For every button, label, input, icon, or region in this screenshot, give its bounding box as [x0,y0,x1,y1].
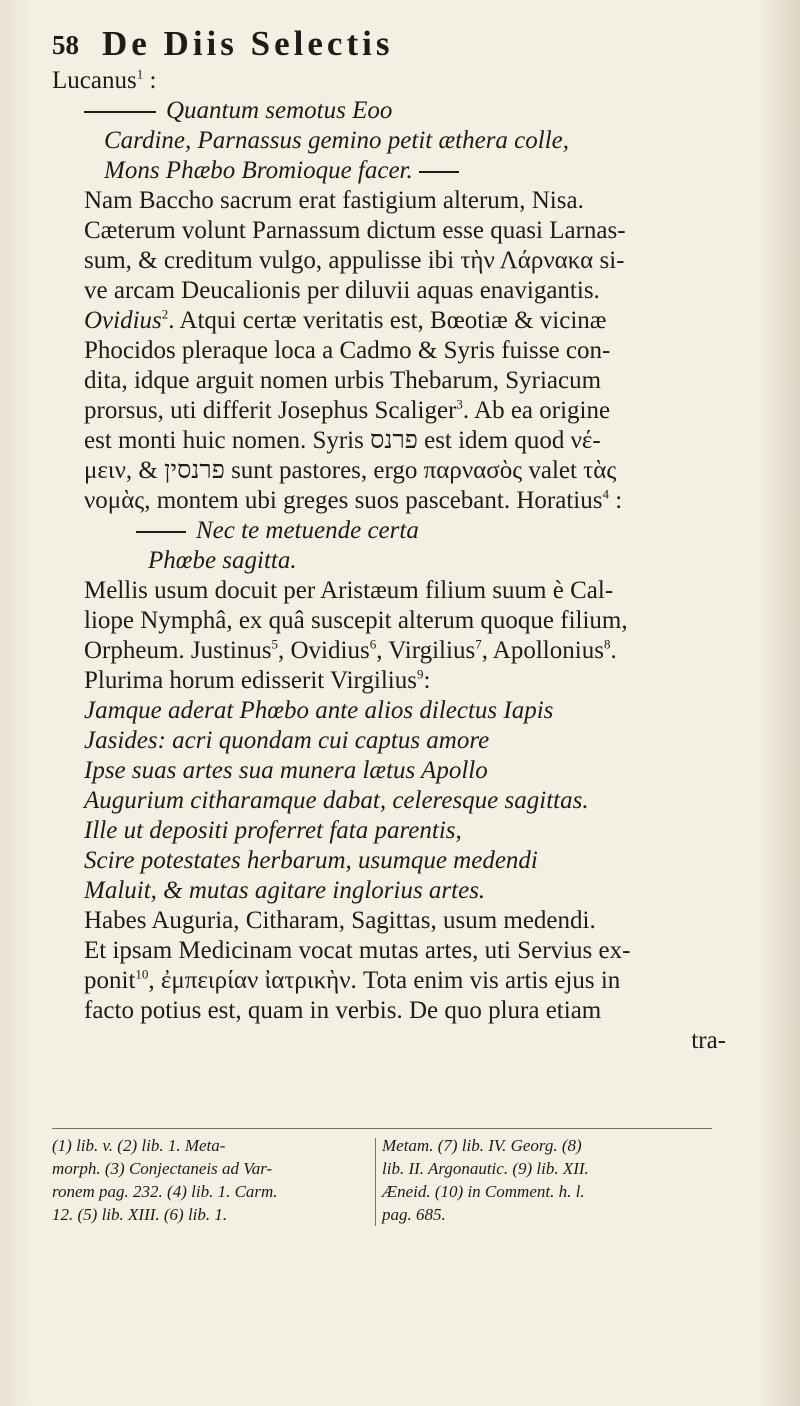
verse-line: Phœbe sagitta. [148,547,297,574]
text-line: est monti huic nomen. Syris פרנס est idem quod νέ- [84,427,601,454]
dash [419,171,459,173]
footnote-rule [52,1128,712,1129]
footnote-ref: 6 [369,636,377,652]
verse-line: Ille ut depositi proferret fata parentis, [84,817,462,844]
verse-line: Cardine, Parnassus gemino petit æthera colle, [104,127,570,154]
catchword: tra- [691,1027,726,1054]
dash [84,111,156,113]
body-text [52,66,750,1056]
footnote-line: pag. 685. [382,1205,446,1224]
text-line: Et ipsam Medicinam vocat mutas artes, uti Servius ex- [84,937,631,964]
text-line: νομὰς, montem ubi greges suos pascebant. Horatius$^4$ : [84,486,623,514]
footnote-ref: 10 [135,966,149,982]
footnote-ref: 8 [603,636,611,652]
text-line: prorsus, uti differit Josephus Scaliger$^3$. Ab ea origine [84,396,611,424]
page-header [52,20,672,66]
text-line: ve arcam Deucalionis per diluvii aquas enavigantis. [84,277,600,304]
footnote-line: lib. II. Argonautic. (9) lib. XII. [382,1159,589,1178]
text-line: Lucanus$^1$ : [52,66,157,94]
text-line: Ovidius$^2$. Atqui certæ veritatis est, Bœotiæ & vicinæ [84,306,607,334]
footnote-line: ronem pag. 232. (4) lib. 1. Carm. [52,1182,278,1201]
verse-line: Jasides: acri quondam cui captus amore [84,727,490,754]
footnote-ref: 2 [161,306,169,322]
text-line: facto potius est, quam in verbis. De quo plura etiam [84,997,602,1024]
text-line: Cæterum volunt Parnassum dictum esse quasi Larnas- [84,217,626,244]
verse-line: Quantum semotus Eoo [52,96,750,126]
footnote-ref: 3 [456,396,463,412]
footnote-line: Æneid. (10) in Comment. h. l. [382,1182,585,1201]
text-line: Habes Auguria, Citharam, Sagittas, usum medendi. [84,907,596,934]
verse-line: Jamque aderat Phœbo ante alios dilectus Iapis [84,697,554,724]
footnote-line: Metam. (7) lib. IV. Georg. (8) [382,1136,582,1155]
footnote-column-divider [375,1138,376,1226]
dash [136,531,186,533]
text-line: μειν, & פרנסין sunt pastores, ergo παρνασὸς valet τὰς [84,457,617,484]
footnote-column-right [382,1134,722,1226]
footnote-ref: 5 [271,636,278,652]
text-line: Phocidos pleraque loca a Cadmo & Syris fuisse con- [84,337,611,364]
footnote-ref: 4 [602,486,609,502]
footnote-line: 12. (5) lib. XIII. (6) lib. 1. [52,1205,228,1224]
verse-line: Nec te metuende certa [52,516,750,546]
text-line: sum, & creditum vulgo, appulisse ibi τὴν Λάρνακα si- [84,247,625,274]
verse-line: Ipse suas artes sua munera lætus Apollo [84,757,488,784]
footnote-column-left [52,1134,372,1226]
text-line: Orpheum. Justinus$^5$, Ovidius$^6$, Virgilius$^7$, Apollonius$^8$. [84,636,617,664]
text-line: Mellis usum docuit per Aristæum filium suum è Cal- [84,577,614,604]
text-line: ponit$^{10}$, ἐμπειρίαν ἰατρικὴν. Tota enim vis artis ejus in [84,966,621,994]
running-head: De Diis Selectis [102,24,394,63]
verse-line: Mons Phæbo Bromioque facer. [52,156,750,186]
text-line: dita, idque arguit nomen urbis Thebarum, Syriacum [84,367,602,394]
page-edge-shadow [756,0,800,1406]
page-gutter-shadow [0,0,32,1406]
text-line: Nam Baccho sacrum erat fastigium alterum, Nisa. [84,187,584,214]
footnote-ref: 1 [136,66,144,82]
verse-line: Maluit, & mutas agitare inglorius artes. [84,877,486,904]
verse-line: Augurium citharamque dabat, celeresque sagittas. [84,787,589,814]
text-line: liope Nymphâ, ex quâ suscepit alterum quoque filium, [84,607,628,634]
footnote-line: (1) lib. v. (2) lib. 1. Meta- [52,1136,226,1155]
text-line: Plurima horum edisserit Virgilius$^9$: [84,666,431,694]
footnote-ref: 9 [416,666,424,682]
verse-line: Scire potestates herbarum, usumque medendi [84,847,538,874]
footnote-line: morph. (3) Conjectaneis ad Var- [52,1159,273,1178]
footnote-ref: 7 [475,636,482,652]
footnotes [52,1134,732,1234]
page-number: 58 [52,30,79,60]
